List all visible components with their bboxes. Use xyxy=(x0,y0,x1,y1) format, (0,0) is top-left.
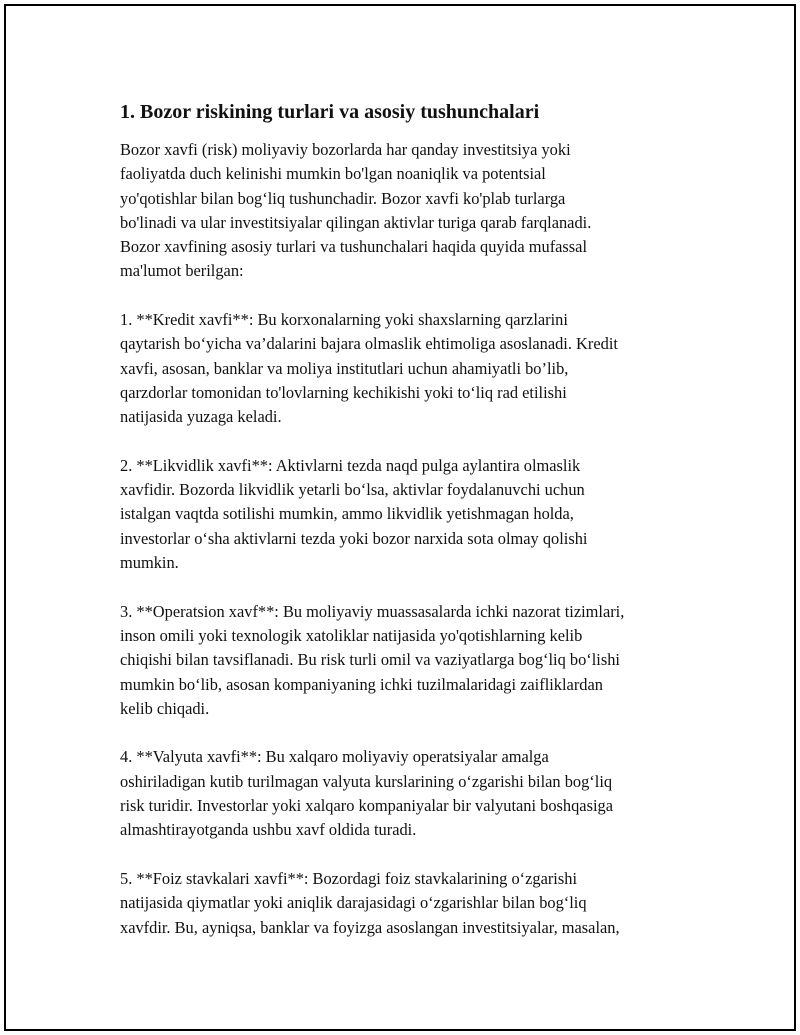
section-heading: 1. Bozor riskining turlari va asosiy tushunchalari xyxy=(120,101,540,123)
document-body xyxy=(120,100,700,964)
credit-risk-paragraph: 1. **Kredit xavfi**: Bu korxonalarning yoki shaxslarning qarzlarini qaytarish bo‘yicha va’dalarini bajara olmaslik ehtimoliga asoslanadi. Kredit xavfi, asosan, banklar va moliya institutlari uchun ahamiyatli bo’lib, qarzdorlar tomonidan to'lovlarning kechikishi yoki to‘liq rad etilishi natijasida yuzaga keladi. xyxy=(120,310,618,427)
currency-risk-paragraph: 4. **Valyuta xavfi**: Bu xalqaro moliyaviy operatsiyalar amalga oshiriladigan kutib turilmagan valyuta kurslarining o‘zgarishi bilan bog‘liq risk turidir. Investorlar yoki xalqaro kompaniyalar bir valyutani boshqasiga almashtirayotganda ushbu xavf oldida turadi. xyxy=(120,747,613,840)
operational-risk-paragraph: 3. **Operatsion xavf**: Bu moliyaviy muassasalarda ichki nazorat tizimlari, inson omili yoki texnologik xatoliklar natijasida yo'qotishlarning kelib chiqishi bilan tavsiflanadi. Bu risk turli omil va vaziyatlarga bog‘liq bo‘lishi mumkin bo‘lib, asosan kompaniyaning ichki tuzilmalaridagi zaifliklardan kelib chiqadi. xyxy=(120,601,625,718)
page-frame xyxy=(4,4,796,1031)
interest-rate-risk-paragraph: 5. **Foiz stavkalari xavfi**: Bozordagi foiz stavkalarining o‘zgarishi natijasida qiymatlar yoki aniqlik darajasidagi o‘zgarishlar bilan bog‘liq xavfdir. Bu, ayniqsa, banklar va foyizga asoslangan investitsiyalar, masalan, xyxy=(120,868,620,937)
liquidity-risk-paragraph: 2. **Likvidlik xavfi**: Aktivlarni tezda naqd pulga aylantira olmaslik xavfidir. Bozorda likvidlik yetarli bo‘lsa, aktivlar foydalanuvchi uchun istalgan vaqtda sotilishi mumkin, ammo likvidlik yetishmagan holda, investorlar o‘sha aktivlarni tezda yoki bozor narxida sota olmay qolishi mumkin. xyxy=(120,455,588,573)
intro-paragraph: Bozor xavfi (risk) moliyaviy bozorlarda har qanday investitsiya yoki faoliyatda duch kelinishi mumkin bo'lgan noaniqlik va potentsial yo'qotishlar bilan bog‘liq tushunchadir. Bozor xavfi ko'plab turlarga bo'linadi va ular investitsiyalar qilingan aktivlar turiga qarab farqlanadi. Bozor xavfining asosiy turlari va tushunchalari haqida quyida mufassal ma'lumot berilgan: xyxy=(120,140,592,281)
